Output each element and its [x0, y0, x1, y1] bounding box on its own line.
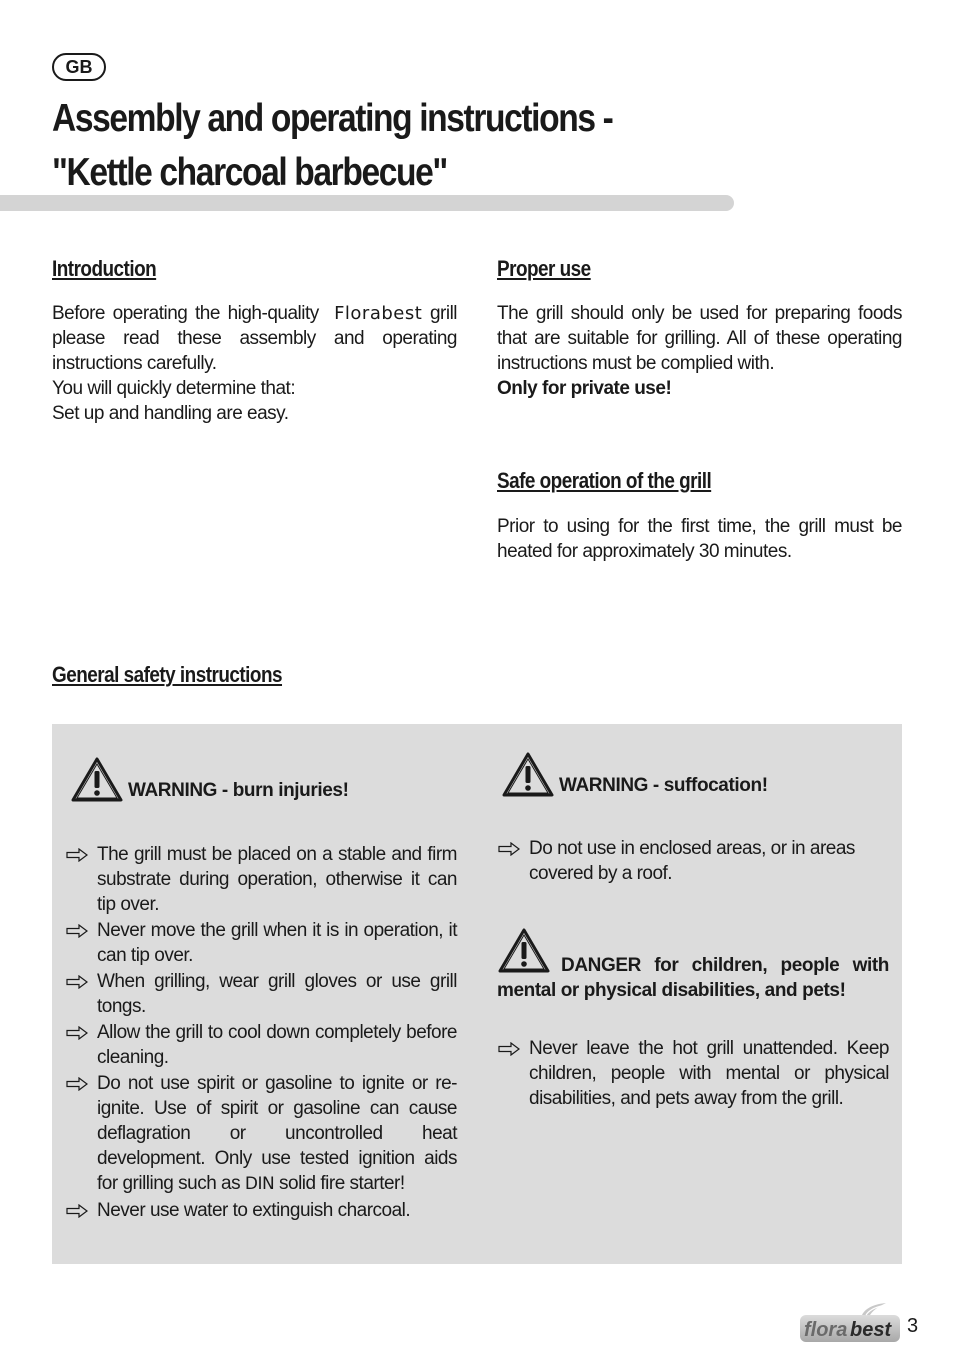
list-item-text-b: solid fire starter!	[279, 1173, 405, 1194]
introduction-text	[52, 301, 457, 426]
arrow-right-icon	[66, 848, 88, 862]
logo-text-flora: flora	[804, 1319, 848, 1341]
arrow-right-icon	[498, 842, 520, 856]
logo-graphic	[800, 1303, 902, 1343]
warning-triangle-icon	[501, 751, 555, 799]
list-item-text: Never use water to extinguish charcoal.	[97, 1200, 411, 1221]
din-label: DIN	[244, 1174, 275, 1194]
list-item	[52, 918, 457, 968]
general-safety-heading: General safety instructions	[52, 662, 283, 687]
proper-use-paragraph: The grill should only be used for preparing foods that are suitable for grilling. All of these operating instructions must be complied with.	[497, 303, 902, 374]
suffocation-warning-header	[501, 751, 768, 799]
florabest-logo	[800, 1303, 902, 1348]
title-underline-bar	[0, 195, 734, 211]
arrow-right-icon	[66, 1204, 88, 1218]
warning-triangle-icon	[497, 927, 551, 975]
list-item	[52, 1071, 457, 1197]
list-item-text: The grill must be placed on a stable and firm substrate during operation, otherwise it can tip over.	[97, 844, 457, 915]
proper-use-text	[497, 301, 902, 401]
private-use-note: Only for private use!	[497, 378, 672, 399]
list-item	[52, 1020, 457, 1070]
proper-use-heading: Proper use	[497, 256, 591, 281]
intro-line-3: Set up and handling are easy.	[52, 403, 289, 424]
burn-warning-header	[70, 756, 349, 804]
language-badge: GB	[52, 53, 106, 81]
burn-warning-list	[52, 842, 457, 1224]
list-item-text-a: Do not use spirit or gasoline to ignite or re-ignite. Use of spirit or gasoline can cause deflagration or uncontrolled heat development. Only use tested ignition aids for grilling such as	[97, 1073, 457, 1194]
list-item	[484, 836, 889, 886]
intro-text-b: grill please read these assembly and operating instructions carefully.	[52, 303, 458, 374]
arrow-right-icon	[498, 1042, 520, 1056]
danger-warning-header	[497, 927, 889, 1003]
page-number: 3	[907, 1315, 919, 1337]
list-item-text: Do not use in enclosed areas, or in areas covered by a roof.	[529, 838, 855, 884]
intro-brand-name: Florabest	[334, 303, 423, 324]
page-title	[52, 92, 706, 200]
list-item-text: Never move the grill when it is in operation, it can tip over.	[97, 920, 457, 966]
danger-warning-title: DANGER for children, people with mental or physical disabilities, and pets!	[497, 955, 889, 1001]
suffocation-warning-list	[484, 836, 889, 887]
warning-triangle-icon	[70, 756, 124, 804]
arrow-right-icon	[66, 975, 88, 989]
list-item	[52, 1198, 457, 1223]
list-item-text: When grilling, wear grill gloves or use grill tongs.	[97, 971, 457, 1017]
list-item	[52, 842, 457, 917]
intro-line-2: You will quickly determine that:	[52, 378, 296, 399]
list-item	[484, 1036, 889, 1111]
arrow-right-icon	[66, 1077, 88, 1091]
arrow-right-icon	[66, 1026, 88, 1040]
intro-text-a: Before operating the high-quality	[52, 303, 319, 324]
list-item-text: Never leave the hot grill unattended. Keep children, people with mental or physical disabilities, and pets away from the grill.	[529, 1038, 889, 1109]
list-item-text: Allow the grill to cool down completely before cleaning.	[97, 1022, 457, 1068]
title-line-2: "Kettle charcoal barbecue"	[52, 151, 447, 194]
title-line-1: Assembly and operating instructions -	[52, 97, 613, 140]
logo-text-best: best	[850, 1319, 892, 1341]
safe-operation-heading: Safe operation of the grill	[497, 468, 712, 493]
list-item	[52, 969, 457, 1019]
safe-operation-text	[497, 514, 902, 564]
suffocation-warning-title: WARNING - suffocation!	[559, 775, 768, 796]
introduction-heading: Introduction	[52, 256, 157, 281]
burn-warning-title: WARNING - burn injuries!	[128, 780, 349, 801]
arrow-right-icon	[66, 924, 88, 938]
safety-instructions-box	[52, 724, 902, 1264]
safe-operation-paragraph: Prior to using for the first time, the grill must be heated for approximately 30 minutes.	[497, 516, 902, 562]
danger-warning-list	[484, 1036, 889, 1112]
